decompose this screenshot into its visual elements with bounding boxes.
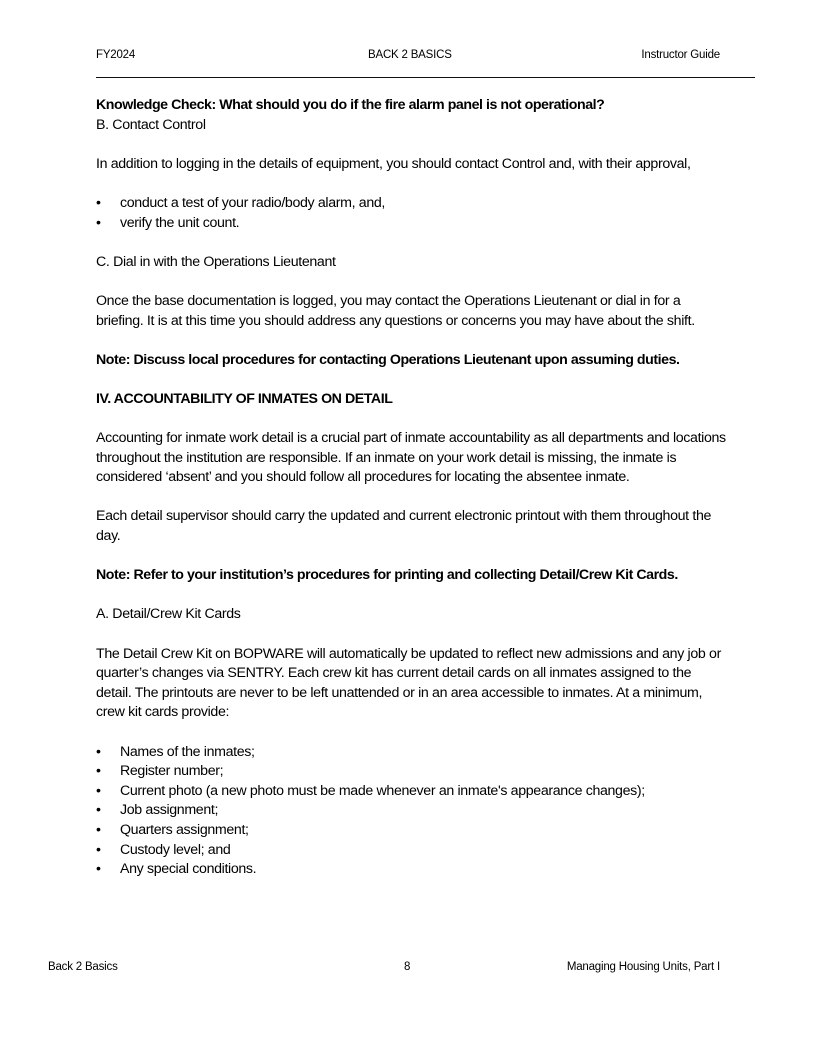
bullet-icon: • [96,782,101,799]
list-item: • verify the unit count. [96,214,726,234]
note-operations-lieutenant: Note: Discuss local procedures for contacting Operations Lieutenant upon assuming duties. [96,351,680,368]
section-iv-heading: IV. ACCOUNTABILITY OF INMATES ON DETAIL [96,390,393,407]
list-item: • Quarters assignment; [96,821,726,841]
list-item: • Any special conditions. [96,860,726,880]
list-item: • Names of the inmates; [96,743,726,763]
header-title: BACK 2 BASICS [368,49,452,61]
bullet-icon: • [96,763,101,780]
list-item: • Current photo (a new photo must be made whenever an inmate's appearance changes); [96,782,726,802]
section-b-title: B. Contact Control [96,116,206,133]
page-header [96,49,720,65]
list-item: • Register number; [96,762,726,782]
list-item: • Custody level; and [96,841,726,861]
page-footer [48,961,720,977]
section-c-paragraph: Once the base documentation is logged, you may contact the Operations Lieutenant or dial in for a briefing. It is at this time you should address any questions or concerns you may have about the shift. [96,292,695,329]
section-b-bullet-list [96,194,726,233]
bullet-icon: • [96,194,101,211]
bullet-icon: • [96,743,101,760]
section-c-title: C. Dial in with the Operations Lieutenant [96,253,336,270]
bullet-icon: • [96,821,101,838]
bullet-icon: • [96,841,101,858]
crew-kit-card-contents-list [96,743,726,880]
section-b-paragraph: In addition to logging in the details of equipment, you should contact Control and, with their approval, [96,155,691,172]
note-crew-kit-cards: Note: Refer to your institution’s procedures for printing and collecting Detail/Crew Kit Cards. [96,567,678,584]
list-item: • Job assignment; [96,801,726,821]
header-fiscal-year: FY2024 [96,49,136,61]
footer-course-name: Back 2 Basics [48,961,118,973]
knowledge-check-question: Knowledge Check: What should you do if the fire alarm panel is not operational? [96,97,605,113]
section-iv-paragraph-2: Each detail supervisor should carry the updated and current electronic printout with them throughout the day. [96,508,712,545]
bullet-icon: • [96,861,101,878]
section-a-paragraph: The Detail Crew Kit on BOPWARE will automatically be updated to reflect new admissions and any job or quarter’s changes via SENTRY. Each crew kit has current detail cards on all inmates assigned to the detail. The printouts are never to be left unattended or in an area accessible to inmates. At a minimum, crew kit cards provide: [96,645,721,721]
footer-module-title: Managing Housing Units, Part I [566,961,720,973]
bullet-icon: • [96,802,101,819]
header-guide-type: Instructor Guide [641,49,720,61]
bullet-icon: • [96,214,101,231]
page-content [96,96,726,880]
section-a-title: A. Detail/Crew Kit Cards [96,606,241,623]
list-item: • conduct a test of your radio/body alarm, and, [96,194,726,214]
header-divider [96,77,755,78]
section-iv-paragraph-1: Accounting for inmate work detail is a crucial part of inmate accountability as all departments and locations throughout the institution are responsible. If an inmate on your work detail is missing, the inmate is considered ‘absent’ and you should follow all procedures for locating the absentee inmate. [96,430,726,486]
page-number: 8 [404,961,411,973]
